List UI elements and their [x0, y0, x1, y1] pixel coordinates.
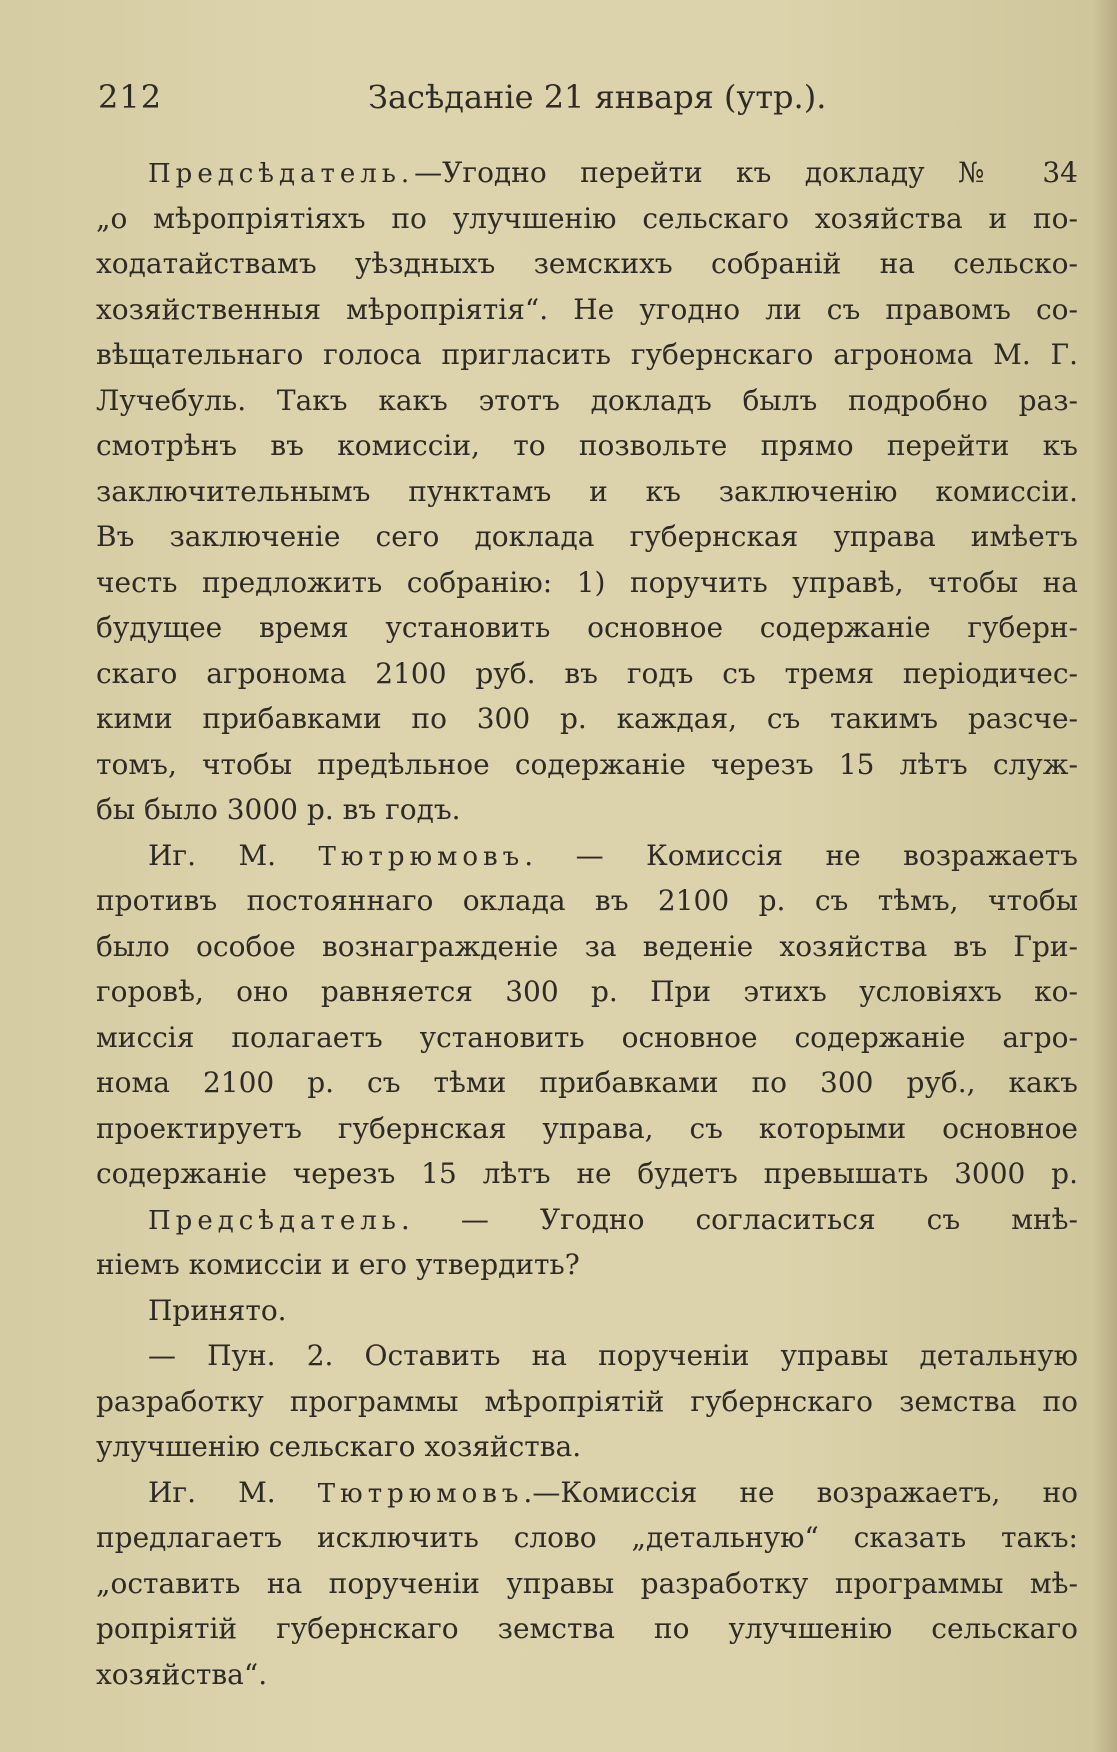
text-line [96, 924, 1078, 970]
text-line [96, 787, 1078, 833]
text-line [96, 514, 1078, 560]
text-line [96, 1379, 1078, 1425]
line-text: томъ, чтобы предѣльное содержаніе черезъ 15 лѣтъ служ- [96, 747, 1078, 781]
line-text: кими прибавками по 300 р. каждая, съ такимъ разсче- [96, 702, 1078, 735]
text-line [96, 742, 1078, 788]
line-text: смотрѣнъ въ комиссіи, то позвольте прямо перейти къ [96, 429, 1078, 462]
text-line [96, 1515, 1078, 1561]
speaker-name: Предсѣдатель [148, 1205, 401, 1236]
text-line [96, 1242, 1078, 1288]
speaker-name: Предсѣдатель. [148, 159, 415, 189]
line-text: нома 2100 р. съ тѣми прибавками по 300 руб., какъ [96, 1066, 1078, 1099]
text-line [96, 287, 1078, 333]
text-line [96, 1197, 1078, 1243]
line-text: миссія полагаетъ установить основное содержаніе агро- [96, 1020, 1078, 1054]
line-text: улучшенію сельскаго хозяйства. [96, 1430, 582, 1463]
text-line [96, 878, 1078, 924]
line-text: горовѣ, оно равняется 300 р. При этихъ условіяхъ ко- [96, 975, 1078, 1008]
text-line [96, 1288, 1078, 1334]
text-line [96, 1333, 1078, 1379]
line-text: разработку программы мѣропріятій губернскаго земства по [96, 1384, 1078, 1418]
line-text: хозяйственныя мѣропріятія“. Не угодно ли съ правомъ со- [96, 292, 1078, 326]
speaker-prefix: Иг. М. [148, 838, 319, 872]
line-text: — Пун. 2. Оставить на порученіи управы детальную [148, 1339, 1078, 1372]
line-text: ропріятій губернскаго земства по улучшенію сельскаго [96, 1612, 1078, 1645]
text-line [96, 150, 1078, 196]
line-text: .—Комиссія не возражаетъ, но [523, 1475, 1078, 1509]
text-line [96, 1151, 1078, 1197]
text-line [96, 378, 1078, 424]
page-number: 212 [98, 78, 163, 116]
text-line [96, 696, 1078, 742]
line-text: Въ заключеніе сего доклада губернская управа имѣетъ [96, 520, 1078, 553]
text-line [96, 469, 1078, 515]
line-text: проектируетъ губернская управа, съ которыми основное [96, 1111, 1078, 1145]
line-text: Лучебуль. Такъ какъ этотъ докладъ былъ подробно раз- [96, 383, 1078, 417]
text-line [96, 833, 1078, 879]
text-line [96, 1060, 1078, 1106]
text-line [96, 1470, 1078, 1516]
line-text: будущее время установить основное содержаніе губерн- [96, 611, 1078, 644]
text-line [96, 1606, 1078, 1652]
line-text: хозяйства“. [96, 1657, 268, 1691]
line-text: . — Комиссія не возражаетъ [524, 838, 1078, 872]
line-text: предлагаетъ исключить слово „детальную“ сказать такъ: [96, 1521, 1078, 1554]
page-edge-shadow [1093, 0, 1117, 1752]
line-text: —Угодно перейти къ докладу № 34 [414, 156, 1078, 189]
text-line [96, 605, 1078, 651]
line-text: „о мѣропріятіяхъ по улучшенію сельскаго хозяйства и по- [96, 201, 1078, 235]
line-text: было особое вознагражденіе за веденіе хозяйства въ Гри- [96, 929, 1078, 963]
text-line [96, 241, 1078, 287]
text-line [96, 1652, 1078, 1698]
text-line [96, 423, 1078, 469]
line-text: бы было 3000 р. въ годъ. [96, 793, 461, 826]
line-text: вѣщательнаго голоса пригласить губернскаго агронома М. Г. [96, 338, 1078, 371]
speaker-name: Тютрюмовъ [317, 1478, 524, 1509]
text-line [96, 1424, 1078, 1470]
text-line [96, 560, 1078, 606]
text-line [96, 332, 1078, 378]
page-header [98, 78, 1038, 128]
running-head: Засѣданіе 21 января (утр.). [368, 78, 827, 116]
speaker-prefix: Иг. М. [148, 1475, 318, 1509]
line-text: ходатайствамъ уѣздныхъ земскихъ собраній на сельско- [96, 247, 1078, 280]
line-text: „оставить на порученіи управы разработку программы мѣ- [96, 1566, 1078, 1600]
line-text: содержаніе черезъ 15 лѣтъ не будетъ превышать 3000 р. [96, 1157, 1078, 1190]
text-line [96, 196, 1078, 242]
text-line [96, 969, 1078, 1015]
text-line [96, 1015, 1078, 1061]
line-text: ніемъ комиссіи и его утвердить? [96, 1248, 580, 1281]
text-line [96, 1561, 1078, 1607]
line-text: противъ постояннаго оклада въ 2100 р. съ тѣмъ, чтобы [96, 884, 1078, 917]
text-line [96, 1106, 1078, 1152]
line-text: заключительнымъ пунктамъ и къ заключенію комиссіи. [96, 474, 1078, 508]
text-line [96, 651, 1078, 697]
line-text: честь предложить собранію: 1) поручить управѣ, чтобы на [96, 565, 1078, 599]
speaker-name: Тютрюмовъ [318, 841, 525, 872]
body-text [96, 150, 1078, 1697]
line-text: . — Угодно согласиться съ мнѣ- [400, 1202, 1078, 1236]
line-text: скаго агронома 2100 руб. въ годъ съ тремя періодичес- [96, 656, 1078, 690]
line-text: Принято. [148, 1293, 287, 1327]
